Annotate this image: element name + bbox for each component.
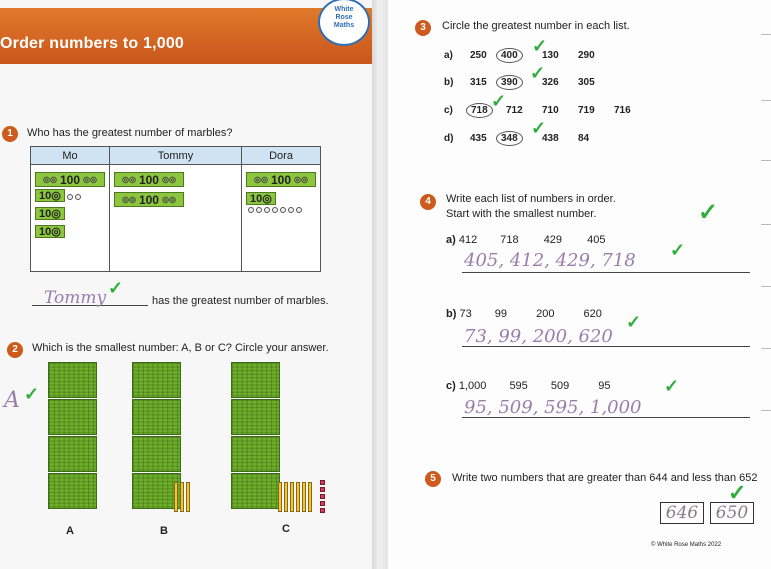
page-edge-mark [761,410,771,411]
q4-part-a-numbers: a) 412 718 429 405 [446,234,606,246]
column-header-mo: Mo [31,147,110,165]
tick-icon: ✓ [626,312,642,332]
tick-icon: ✓ [108,278,124,298]
page-edge-mark [761,224,771,225]
hundred-cube [231,436,280,472]
q4-part-a-line [462,272,750,273]
column-header-tommy: Tommy [109,147,241,165]
tens-c [278,482,312,512]
marble-icon [272,207,278,213]
ten-rod: 10◎ [246,192,276,205]
q5-answer-box-2: 650 [710,502,754,524]
hundred-cube [231,362,280,398]
hundred-cube [48,399,97,435]
hundred-flat: ◎◎ 100 ◎◎ [114,192,184,207]
ten-rod: 10◎ [35,207,65,220]
hundred-flat: ◎◎ 100 ◎◎ [114,172,184,187]
hundred-cube [132,436,181,472]
ten-rod: 10◎ [35,189,65,202]
q3-row-a: a) 250 400 130 290 [444,50,595,61]
hundred-flat: ◎◎ 100 ◎◎ [35,172,105,187]
question-number-3: 3 [415,20,431,36]
q4-part-c-answer: 95, 509, 595, 1,000 [464,397,642,418]
marble-icon [288,207,294,213]
hundred-cube [48,436,97,472]
ten-rod: 10◎ [35,225,65,238]
tick-icon: ✓ [491,91,507,111]
hundred-cube [48,473,97,509]
page-edge-mark [761,286,771,287]
q4-part-c-numbers: c) 1,000 595 509 95 [446,380,611,392]
page-edge-mark [761,160,771,161]
q5-answer-box-1: 646 [660,502,704,524]
marble-icon [264,207,270,213]
marble-icon [280,207,286,213]
q3-row-c: c) 718 712 710 719 716 [444,105,631,116]
label-a: A [66,525,74,537]
hundred-cube [231,399,280,435]
question-4-text-line-1: Write each list of numbers in order. [446,193,616,205]
question-number-4: 4 [420,194,436,210]
label-c: C [282,523,290,535]
question-4-text-line-2: Start with the smallest number. [446,208,597,220]
page-edge-mark [761,34,771,35]
q4-part-a-answer: 405, 412, 429, 718 [464,250,636,271]
tick-icon: ✓ [530,63,546,83]
title-banner [0,8,372,64]
page-edge-mark [761,348,771,349]
page-title: Order numbers to 1,000 [0,35,185,52]
q2-handwritten-answer: A [4,388,20,413]
question-3-text: Circle the greatest number in each list. [442,20,630,32]
question-2-text: Which is the smallest number: A, B or C? Circle your answer. [32,342,329,354]
tick-icon: ✓ [728,480,747,505]
ones-c [320,480,325,515]
tick-icon: ✓ [670,240,686,260]
tick-icon: ✓ [532,36,548,56]
q3-row-d: d) 435 348 438 84 [444,133,590,144]
dora-cell [242,165,321,272]
tick-icon: ✓ [531,118,547,138]
question-5-text: Write two numbers that are greater than 644 and less than 652 [452,472,758,484]
label-b: B [160,525,168,537]
logo-line-2: Rose [335,14,353,21]
page-edge-mark [761,100,771,101]
marble-icon [67,194,73,200]
question-number-1: 1 [2,126,18,142]
q1-handwritten-answer: Tommy [44,288,107,308]
copyright-notice: © White Rose Maths 2022 [651,542,722,548]
q1-answer-suffix: has the greatest number of marbles. [152,295,329,307]
blocks-a [48,362,97,510]
marble-icon [296,207,302,213]
marble-icon [75,194,81,200]
q3-row-b: b) 315 390 326 305 [444,77,595,88]
question-number-5: 5 [425,471,441,487]
tens-b [174,482,190,512]
tick-icon: ✓ [664,376,680,396]
hundred-flat: ◎◎ 100 ◎◎ [246,172,316,187]
question-1-text: Who has the greatest number of marbles? [27,127,233,139]
marble-icon [256,207,262,213]
tick-icon: ✓ [698,199,719,226]
question-number-2: 2 [7,342,23,358]
marble-icon [248,207,254,213]
column-header-dora: Dora [242,147,321,165]
logo-line-3: Maths [333,22,355,29]
book-gutter [372,0,388,569]
hundred-cube [132,399,181,435]
hundred-cube [48,362,97,398]
logo-line-1: White [334,6,354,13]
q4-part-b-numbers: b) 73 99 200 620 [446,308,602,320]
hundred-cube [132,362,181,398]
marbles-table [30,146,321,272]
blocks-c [231,362,280,510]
tick-icon: ✓ [24,384,40,404]
q4-part-b-answer: 73, 99, 200, 620 [464,326,613,347]
hundred-cube [231,473,280,509]
tommy-cell [109,165,241,272]
mo-cell [31,165,110,272]
white-rose-logo [318,0,370,46]
